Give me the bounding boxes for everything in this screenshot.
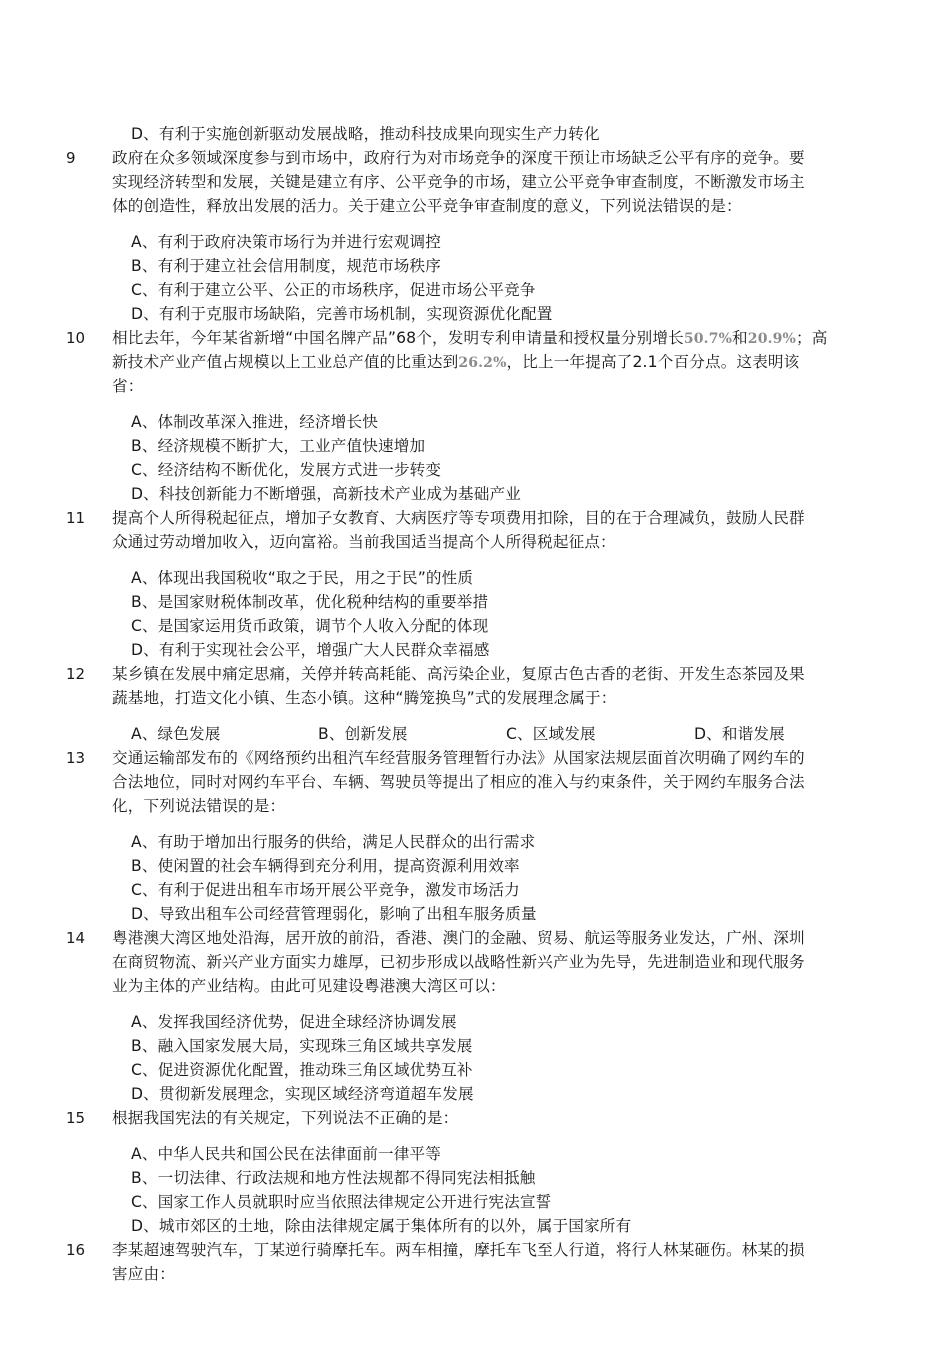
question-stem-line: 合法地位，同时对网约车平台、车辆、驾驶员等提出了相应的准入与约束条件，关于网约车服务合法 [112,773,805,791]
option-b: B、是国家财税体制改革，优化税种结构的重要举措 [131,593,489,611]
question-stem-line: 蔬基地，打造文化小镇、生态小镇。这种“腾笼换鸟”式的发展理念属于： [112,689,617,707]
option-c: C、经济结构不断优化，发展方式进一步转变 [131,461,442,479]
option-d: D、科技创新能力不断增强，高新技术产业成为基础产业 [131,485,522,503]
question-stem-line: 化，下列说法错误的是： [112,797,286,815]
option-c: C、有利于建立公平、公正的市场秩序，促进市场公平竞争 [131,281,536,299]
question-number: 11 [66,509,86,527]
question-number: 14 [66,929,86,947]
question-stem-line: 粤港澳大湾区地处沿海，居开放的前沿，香港、澳门的金融、贸易、航运等服务业发达，广州、深圳 [112,929,805,947]
stem-text: 新技术产业产值占规模以上工业总产值的比重达到 [112,353,459,371]
question-stem-line: 在商贸物流、新兴产业方面实力雄厚，已初步形成以战略性新兴产业为先导，先进制造业和现代服务 [112,953,805,971]
question-stem-line: 众通过劳动增加收入，迈向富裕。当前我国适当提高个人所得税起征点： [112,533,616,551]
stem-text: 相比去年，今年某省新增“中国名牌产品”68个，发明专利申请量和授权量分别增长 [112,329,684,347]
question-stem-line [112,350,799,375]
question-number: 9 [66,149,76,167]
percentage-value: 26.2% [458,355,507,371]
option-c: C、有利于促进出租车市场开展公平竞争，激发市场活力 [131,881,520,899]
question-number: 15 [66,1109,86,1127]
option-b: B、一切法律、行政法规和地方性法规都不得同宪法相抵触 [131,1169,536,1187]
question-stem-line: 实现经济转型和发展，关键是建立有序、公平竞争的市场，建立公平竞争审查制度，不断激发市场主 [112,173,805,191]
option-d: D、和谐发展 [694,725,785,743]
option-d: D、贯彻新发展理念，实现区域经济弯道超车发展 [131,1085,474,1103]
question-stem-line: 害应由： [112,1265,175,1283]
option-a: A、有助于增加出行服务的供给，满足人民群众的出行需求 [131,833,536,851]
option-b: B、经济规模不断扩大，工业产值快速增加 [131,437,426,455]
option-b: B、有利于建立社会信用制度，规范市场秩序 [131,257,441,275]
question-number: 13 [66,749,86,767]
stem-text: ，比上一年提高了2.1个百分点。这表明该 [506,353,800,371]
question-stem-line [112,326,827,351]
question-stem-line: 根据我国宪法的有关规定，下列说法不正确的是： [112,1109,459,1127]
question-stem-line: 交通运输部发布的《网络预约出租汽车经营服务管理暂行办法》从国家法规层面首次明确了网约车的 [112,749,805,767]
question-stem-line: 政府在众多领域深度参与到市场中，政府行为对市场竞争的深度干预让市场缺乏公平有序的竞争。要 [112,149,805,167]
option-b: B、使闲置的社会车辆得到充分利用，提高资源利用效率 [131,857,520,875]
option-c: C、区域发展 [506,725,596,743]
question-number: 16 [66,1241,86,1259]
option-d: D、导致出租车公司经营管理弱化，影响了出租车服务质量 [131,905,537,923]
option-c: C、是国家运用货币政策，调节个人收入分配的体现 [131,617,489,635]
question-stem-line: 省： [112,377,144,395]
question-number: 12 [66,665,86,683]
option-b: B、创新发展 [318,725,408,743]
option-d: D、城市郊区的土地，除由法律规定属于集体所有的以外，属于国家所有 [131,1217,632,1235]
percentage-value: 50.7% [683,331,733,347]
question-stem-line: 体的创造性，释放出发展的活力。关于建立公平竞争审查制度的意义，下列说法错误的是： [112,197,742,215]
option-a: A、中华人民共和国公民在法律面前一律平等 [131,1145,441,1163]
option-a: A、体制改革深入推进，经济增长快 [131,413,378,431]
question-stem-line: 业为主体的产业结构。由此可见建设粤港澳大湾区可以： [112,977,506,995]
option-a: A、有利于政府决策市场行为并进行宏观调控 [131,233,441,251]
percentage-value: 20.9% [747,331,796,347]
option-a: A、绿色发展 [131,725,221,743]
stem-text: 和 [732,329,748,347]
stem-text: ；高 [795,329,828,347]
option-c: C、促进资源优化配置，推动珠三角区域优势互补 [131,1061,473,1079]
question-stem-line: 某乡镇在发展中痛定思痛，关停并转高耗能、高污染企业，复原古色古香的老街、开发生态茶园及果 [112,665,805,683]
option-d: D、有利于克服市场缺陷，完善市场机制，实现资源优化配置 [131,305,553,323]
option-a: A、体现出我国税收“取之于民，用之于民”的性质 [131,569,474,587]
option-d: D、有利于实现社会公平，增强广大人民群众幸福感 [131,641,490,659]
q8-option-d: D、有利于实施创新驱动发展战略，推动科技成果向现实生产力转化 [131,125,600,143]
option-c: C、国家工作人员就职时应当依照法律规定公开进行宪法宣誓 [131,1193,552,1211]
option-b: B、融入国家发展大局，实现珠三角区域共享发展 [131,1037,473,1055]
question-stem-line: 李某超速驾驶汽车，丁某逆行骑摩托车。两车相撞，摩托车飞至人行道，将行人林某砸伤。林某的损 [112,1241,805,1259]
question-stem-line: 提高个人所得税起征点，增加子女教育、大病医疗等专项费用扣除，目的在于合理减负，鼓励人民群 [112,509,805,527]
option-a: A、发挥我国经济优势，促进全球经济协调发展 [131,1013,457,1031]
question-number: 10 [66,329,86,347]
